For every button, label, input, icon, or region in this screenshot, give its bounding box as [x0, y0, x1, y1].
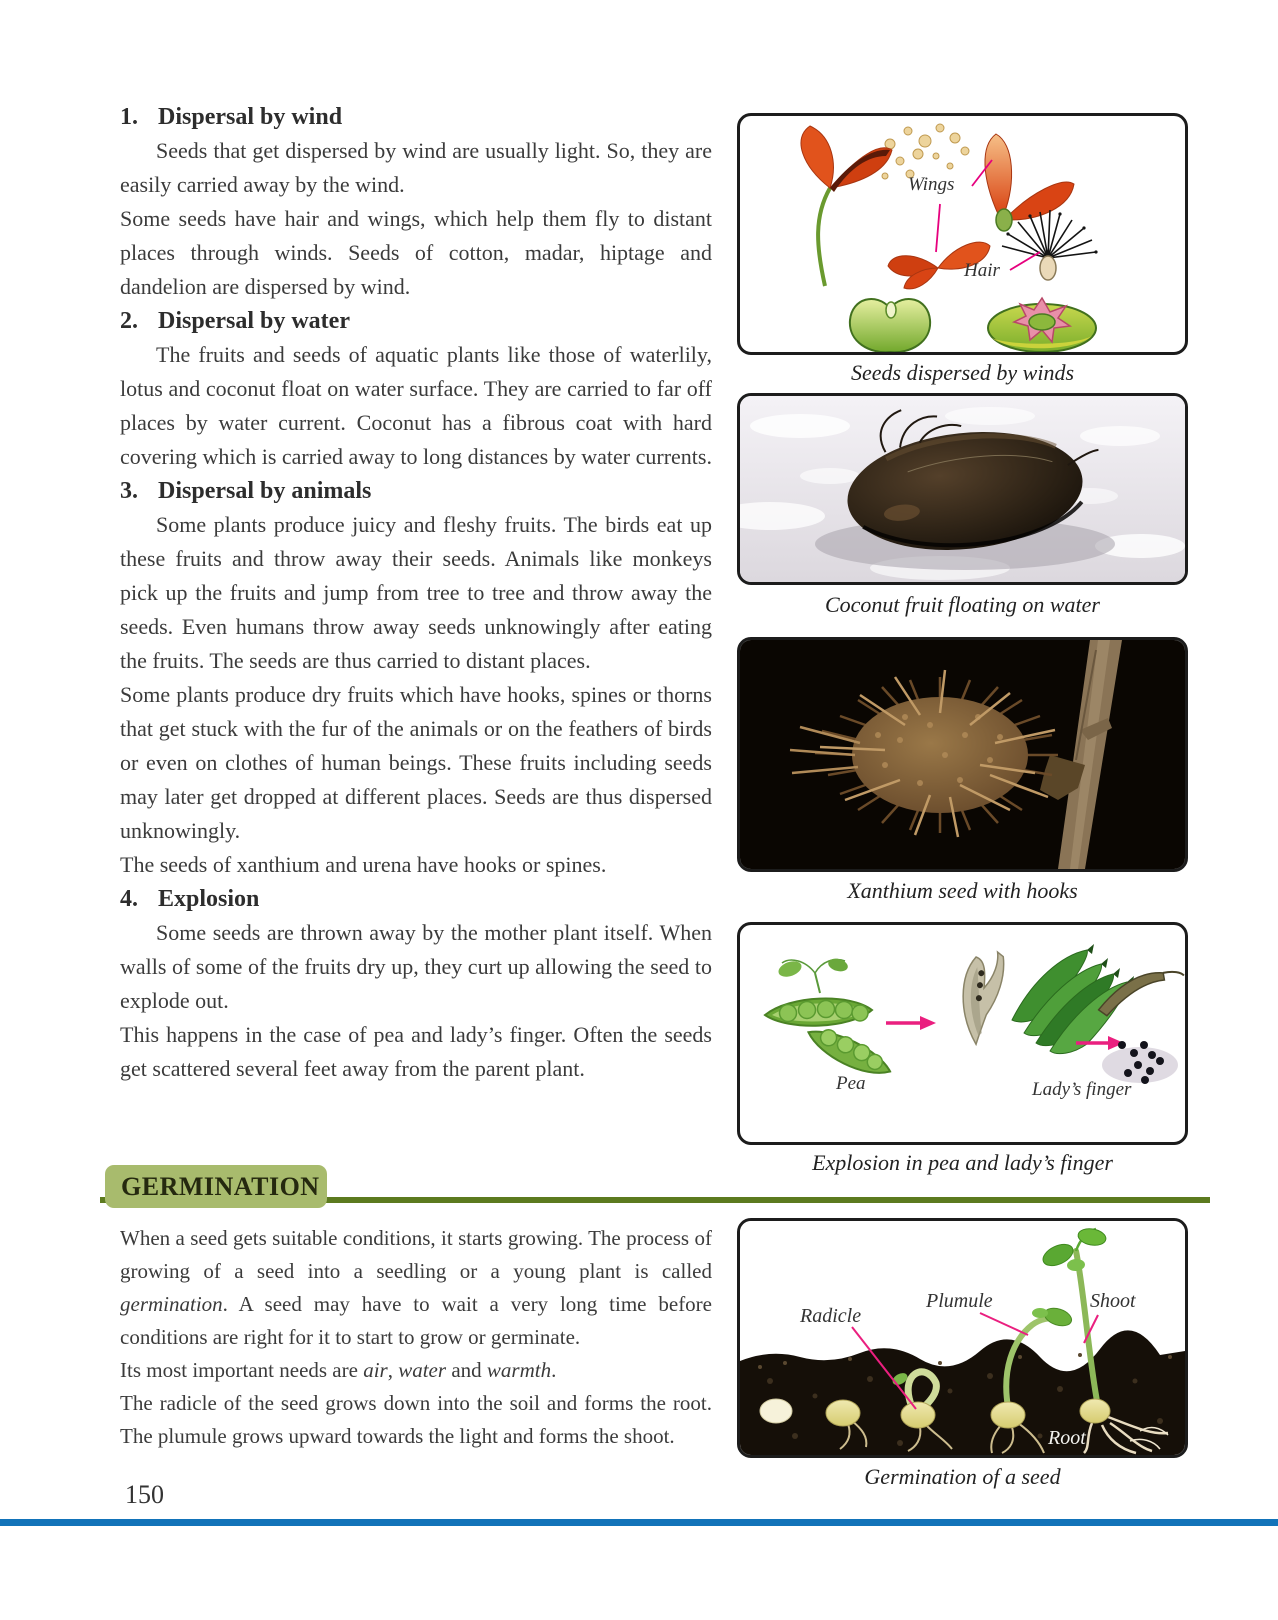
- section-number: 2.: [120, 308, 138, 334]
- section-heading-wind: [120, 100, 712, 134]
- main-text-column: [120, 100, 712, 1086]
- paragraph-animals-2: Some plants produce dry fruits which have hooks, spines or thorns that get stuck with the fur of the animals or on the feathers of birds or even on clothes of human beings. These fruits including seeds may later get dropped at different places. Seeds are thus dispersed unknowingly.: [120, 682, 712, 843]
- arrow-pea: [886, 1016, 936, 1030]
- root-label: Root: [1048, 1427, 1086, 1449]
- figure-explosion-panel: [737, 922, 1188, 1145]
- germination-photo: [740, 1221, 1185, 1455]
- burst-okra-and-seeds: [1098, 949, 1184, 1084]
- germination-heading-band: [105, 1165, 327, 1208]
- explosion-photo: [740, 925, 1185, 1142]
- paragraph-animals-1: Some plants produce juicy and fleshy fruits. The birds eat up these fruits and throw away their seeds. Animals like monkeys pick up the fruits and jump from tree to tree and throw away the seeds. Even humans throw away seeds unknowingly after eating the fruits. The seeds are thus carried to distant places.: [120, 512, 712, 673]
- germination-heading: GERMINATION: [121, 1172, 320, 1201]
- shoot-label: Shoot: [1090, 1290, 1136, 1312]
- dried-pea-pod: [948, 949, 1026, 1045]
- paragraph-explosion-2: This happens in the case of pea and lady’s finger. Often the seeds get scattered several feet away from the parent plant.: [120, 1022, 712, 1081]
- text-run-italic: germination: [120, 1292, 223, 1316]
- pea-label: Pea: [836, 1073, 866, 1094]
- text-run-italic: warmth: [486, 1358, 552, 1382]
- figure-coconut-caption: Coconut fruit floating on water: [824, 592, 1100, 617]
- figure-explosion-caption: Explosion in pea and lady’s finger: [812, 1150, 1113, 1175]
- pea-pods: [765, 957, 895, 1087]
- paragraph-water-1: The fruits and seeds of aquatic plants like those of waterlily, lotus and coconut float on water surface. They are carried to far off places by water current. Coconut has a fibrous coat with hard covering which is carried away to long distances by water currents.: [120, 342, 712, 469]
- paragraph-germination-2: [120, 1354, 712, 1387]
- footer-rule: [0, 1519, 1278, 1526]
- paragraph-germination-3: The radicle of the seed grows down into the soil and forms the root. The plumule grows upward towards the light and forms the shoot.: [120, 1391, 712, 1448]
- xanthium-photo: [740, 640, 1185, 869]
- text-run: When a seed gets suitable conditions, it starts growing. The process of growing of a seed into a seedling or a young plant is called: [120, 1226, 712, 1283]
- text-run-italic: water: [398, 1358, 447, 1382]
- section-heading-explosion: [120, 882, 712, 916]
- text-run: ,: [387, 1358, 399, 1382]
- section-title: Explosion: [158, 886, 260, 912]
- page-number: 150: [125, 1480, 164, 1509]
- germination-text-column: [120, 1222, 712, 1453]
- section-title: Dispersal by wind: [158, 104, 343, 130]
- ladys-finger-label: Lady’s finger: [1032, 1079, 1132, 1100]
- figure-germination-panel: [737, 1218, 1188, 1458]
- section-heading-animals: [120, 474, 712, 508]
- text-run: and: [446, 1358, 487, 1382]
- section-heading-water: [120, 304, 712, 338]
- paragraph-wind-1: Seeds that get dispersed by wind are usually light. So, they are easily carried away by the wind.: [120, 138, 712, 197]
- wings-label: Wings: [908, 174, 955, 195]
- paragraph-germination-1: [120, 1222, 712, 1354]
- section-title: Dispersal by water: [158, 308, 350, 334]
- figure-wind-panel: [737, 113, 1188, 355]
- figure-xanthium-caption: Xanthium seed with hooks: [847, 878, 1078, 903]
- radicle-label: Radicle: [800, 1305, 862, 1327]
- section-title: Dispersal by animals: [158, 478, 372, 504]
- section-number: 1.: [120, 104, 138, 130]
- wind-seeds-illustration: [740, 116, 1185, 352]
- pollen-dots: [882, 124, 969, 179]
- hair-label: Hair: [964, 260, 1000, 281]
- section-number: 3.: [120, 478, 138, 504]
- green-seed: [850, 299, 930, 352]
- text-run: .: [551, 1358, 557, 1382]
- paragraph-explosion-1: Some seeds are thrown away by the mother plant itself. When walls of some of the fruits dry up, they curt up allowing the seed to explode out.: [120, 920, 712, 1013]
- coconut-photo: [740, 396, 1185, 582]
- paragraph-animals-3: The seeds of xanthium and urena have hooks or spines.: [120, 852, 607, 877]
- figure-germination-caption: Germination of a seed: [864, 1464, 1061, 1489]
- flat-fruit: [988, 298, 1096, 352]
- plumule-label: Plumule: [926, 1290, 993, 1312]
- section-number: 4.: [120, 886, 138, 912]
- flower-with-pod: [801, 126, 892, 286]
- figure-wind-caption: Seeds dispersed by winds: [850, 360, 1075, 385]
- paragraph-wind-2: Some seeds have hair and wings, which help them fly to distant places through winds. Seeds of cotton, madar, hiptage and dandelion are dispersed by wind.: [120, 206, 712, 299]
- hairy-seed: [1002, 210, 1098, 280]
- text-run: . A seed may have to wait a very long time before conditions are right for it to start to grow or germinate.: [120, 1292, 712, 1349]
- text-run-italic: air: [363, 1358, 388, 1382]
- text-run: Its most important needs are: [120, 1358, 364, 1382]
- seed-stage-1: [760, 1399, 792, 1423]
- figure-xanthium-panel: [737, 637, 1188, 872]
- figure-coconut-panel: [737, 393, 1188, 585]
